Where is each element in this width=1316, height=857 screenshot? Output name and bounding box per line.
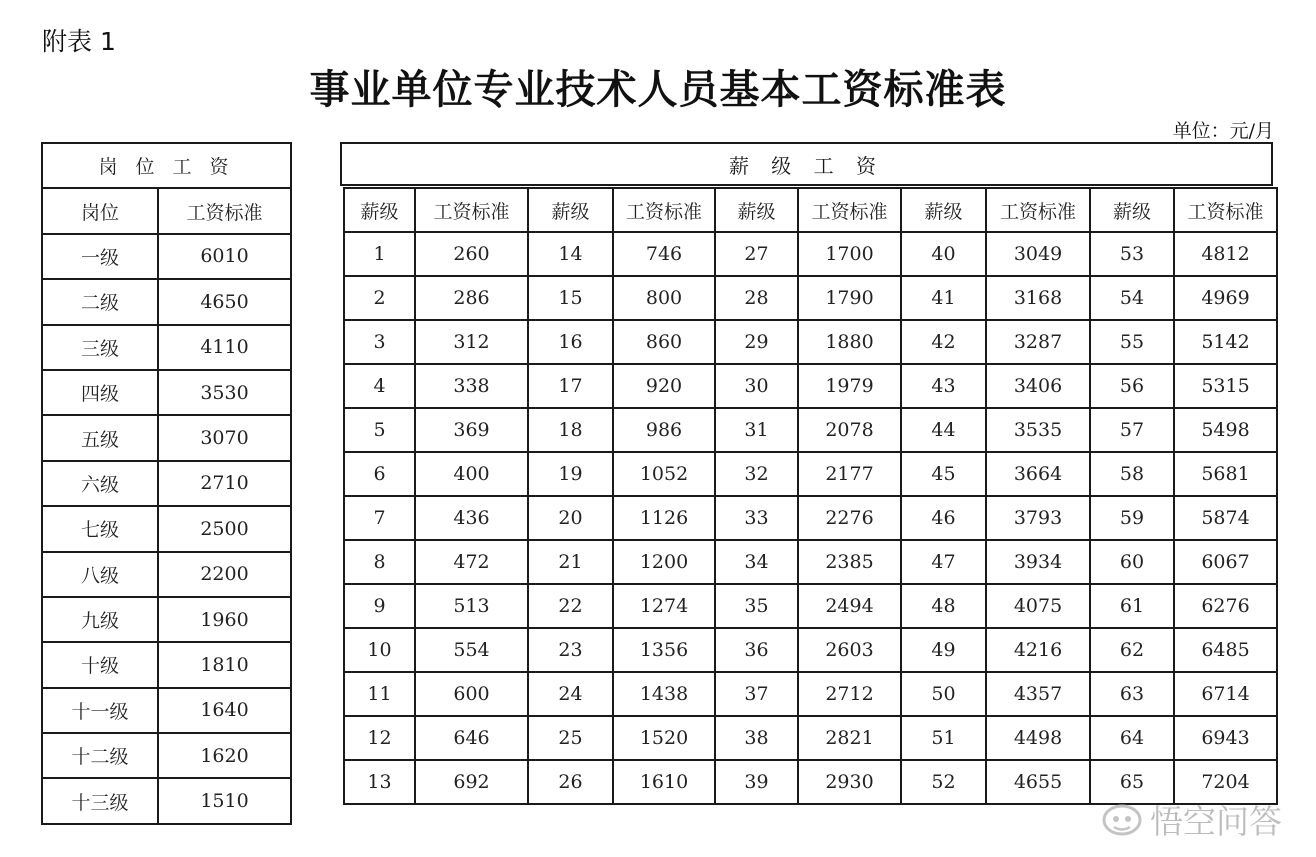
post-wage-row xyxy=(42,234,291,279)
grade-number-cell: 47 xyxy=(901,540,986,584)
grade-wage-cell: 3168 xyxy=(986,276,1090,320)
grade-wage-cell: 369 xyxy=(415,408,528,452)
grade-number-cell: 41 xyxy=(901,276,986,320)
grade-wage-cell: 4812 xyxy=(1174,232,1277,276)
grade-column-header: 薪级 xyxy=(715,188,798,232)
grade-wage-cell: 646 xyxy=(415,716,528,760)
grade-wage-cell: 3535 xyxy=(986,408,1090,452)
grade-number-cell: 25 xyxy=(528,716,613,760)
post-wage-cell: 2710 xyxy=(158,461,291,506)
grade-wage-cell: 2712 xyxy=(798,672,901,716)
grade-wage-cell: 260 xyxy=(415,232,528,276)
grade-wage-row xyxy=(344,584,1277,628)
post-level-cell: 八级 xyxy=(42,552,158,597)
grade-wage-row xyxy=(344,716,1277,760)
grade-wage-row xyxy=(344,540,1277,584)
post-wage-body xyxy=(42,234,291,824)
grade-wage-cell: 5142 xyxy=(1174,320,1277,364)
grade-wage-cell: 3934 xyxy=(986,540,1090,584)
grade-wage-row xyxy=(344,496,1277,540)
grade-wage-cell: 5681 xyxy=(1174,452,1277,496)
post-level-cell: 六级 xyxy=(42,461,158,506)
grade-number-cell: 28 xyxy=(715,276,798,320)
grade-number-cell: 1 xyxy=(344,232,415,276)
grade-wage-cell: 1520 xyxy=(613,716,715,760)
post-wage-cell: 3070 xyxy=(158,415,291,460)
grade-number-cell: 42 xyxy=(901,320,986,364)
post-wage-cell: 1640 xyxy=(158,688,291,733)
post-wage-row xyxy=(42,597,291,642)
grade-number-cell: 51 xyxy=(901,716,986,760)
grade-number-cell: 49 xyxy=(901,628,986,672)
post-column-header: 岗位 xyxy=(42,188,158,233)
grade-wage-cell: 3793 xyxy=(986,496,1090,540)
page-title: 事业单位专业技术人员基本工资标准表 xyxy=(309,67,1007,113)
grade-wage-cell: 3664 xyxy=(986,452,1090,496)
post-wage-row xyxy=(42,688,291,733)
grade-wage-cell: 3287 xyxy=(986,320,1090,364)
grade-number-cell: 20 xyxy=(528,496,613,540)
grade-number-cell: 50 xyxy=(901,672,986,716)
grade-number-cell: 24 xyxy=(528,672,613,716)
grade-number-cell: 40 xyxy=(901,232,986,276)
post-level-cell: 九级 xyxy=(42,597,158,642)
grade-wage-cell: 986 xyxy=(613,408,715,452)
grade-wage-cell: 1700 xyxy=(798,232,901,276)
grade-number-cell: 19 xyxy=(528,452,613,496)
grade-number-cell: 13 xyxy=(344,760,415,804)
grade-wage-cell: 1880 xyxy=(798,320,901,364)
post-level-cell: 十三级 xyxy=(42,778,158,823)
grade-wage-cell: 338 xyxy=(415,364,528,408)
grade-wage-cell: 2821 xyxy=(798,716,901,760)
grade-wage-column-header: 工资标准 xyxy=(986,188,1090,232)
grade-number-cell: 4 xyxy=(344,364,415,408)
grade-wage-row xyxy=(344,276,1277,320)
grade-number-cell: 8 xyxy=(344,540,415,584)
grade-number-cell: 15 xyxy=(528,276,613,320)
grade-column-header: 薪级 xyxy=(528,188,613,232)
post-level-cell: 四级 xyxy=(42,370,158,415)
grade-wage-cell: 4655 xyxy=(986,760,1090,804)
grade-wage-cell: 1610 xyxy=(613,760,715,804)
grade-number-cell: 63 xyxy=(1090,672,1174,716)
grade-wage-cell: 286 xyxy=(415,276,528,320)
grade-number-cell: 36 xyxy=(715,628,798,672)
post-wage-cell: 1960 xyxy=(158,597,291,642)
watermark xyxy=(1102,796,1282,843)
post-wage-row xyxy=(42,461,291,506)
grade-number-cell: 59 xyxy=(1090,496,1174,540)
grade-wage-row xyxy=(344,232,1277,276)
grade-wage-cell: 860 xyxy=(613,320,715,364)
grade-number-cell: 3 xyxy=(344,320,415,364)
grade-number-cell: 38 xyxy=(715,716,798,760)
grade-wage-cell: 1356 xyxy=(613,628,715,672)
post-wage-row xyxy=(42,325,291,370)
grade-wage-cell: 4216 xyxy=(986,628,1090,672)
grade-wage-cell: 312 xyxy=(415,320,528,364)
grade-wage-cell: 746 xyxy=(613,232,715,276)
grade-wage-cell: 1438 xyxy=(613,672,715,716)
grade-wage-row xyxy=(344,364,1277,408)
post-level-cell: 七级 xyxy=(42,506,158,551)
grade-number-cell: 61 xyxy=(1090,584,1174,628)
grade-wage-cell: 7204 xyxy=(1174,760,1277,804)
grade-number-cell: 26 xyxy=(528,760,613,804)
grade-number-cell: 57 xyxy=(1090,408,1174,452)
unit-note: 单位：元/月 xyxy=(1172,120,1274,142)
grade-wage-cell: 1274 xyxy=(613,584,715,628)
grade-wage-cell: 5498 xyxy=(1174,408,1277,452)
grade-number-cell: 65 xyxy=(1090,760,1174,804)
watermark-text: 悟空问答 xyxy=(1150,802,1282,841)
grade-wage-body xyxy=(344,232,1277,804)
grade-wage-cell: 692 xyxy=(415,760,528,804)
grade-number-cell: 9 xyxy=(344,584,415,628)
post-wage-cell: 3530 xyxy=(158,370,291,415)
grade-number-cell: 22 xyxy=(528,584,613,628)
post-wage-cell: 2500 xyxy=(158,506,291,551)
grade-wage-column-header: 工资标准 xyxy=(1174,188,1277,232)
post-wage-header: 岗 位 工 资 xyxy=(42,143,291,188)
grade-number-cell: 39 xyxy=(715,760,798,804)
grade-number-cell: 5 xyxy=(344,408,415,452)
grade-number-cell: 32 xyxy=(715,452,798,496)
grade-wage-cell: 920 xyxy=(613,364,715,408)
grade-wage-cell: 6714 xyxy=(1174,672,1277,716)
grade-number-cell: 56 xyxy=(1090,364,1174,408)
grade-number-cell: 43 xyxy=(901,364,986,408)
grade-number-cell: 54 xyxy=(1090,276,1174,320)
grade-wage-row xyxy=(344,320,1277,364)
grade-wage-row xyxy=(344,452,1277,496)
grade-number-cell: 18 xyxy=(528,408,613,452)
post-wage-row xyxy=(42,370,291,415)
grade-wage-cell: 1979 xyxy=(798,364,901,408)
grade-number-cell: 45 xyxy=(901,452,986,496)
post-level-cell: 十二级 xyxy=(42,733,158,778)
grade-number-cell: 55 xyxy=(1090,320,1174,364)
grade-number-cell: 48 xyxy=(901,584,986,628)
grade-wage-cell: 2603 xyxy=(798,628,901,672)
post-wage-cell: 2200 xyxy=(158,552,291,597)
wukong-logo-icon xyxy=(1102,803,1142,837)
grade-wage-cell: 2930 xyxy=(798,760,901,804)
post-level-cell: 二级 xyxy=(42,279,158,324)
post-wage-row xyxy=(42,642,291,687)
grade-wage-row xyxy=(344,628,1277,672)
post-wage-cell: 4110 xyxy=(158,325,291,370)
post-wage-cell: 1510 xyxy=(158,778,291,823)
grade-wage-cell: 472 xyxy=(415,540,528,584)
grade-number-cell: 6 xyxy=(344,452,415,496)
grade-wage-cell: 1052 xyxy=(613,452,715,496)
grade-wage-cell: 2177 xyxy=(798,452,901,496)
grade-wage-row xyxy=(344,672,1277,716)
grade-number-cell: 14 xyxy=(528,232,613,276)
post-wage-cell: 4650 xyxy=(158,279,291,324)
grade-wage-table xyxy=(343,187,1278,805)
grade-number-cell: 37 xyxy=(715,672,798,716)
grade-column-header: 薪级 xyxy=(901,188,986,232)
grade-wage-cell: 5874 xyxy=(1174,496,1277,540)
post-wage-column-header: 工资标准 xyxy=(158,188,291,233)
post-wage-cell: 1810 xyxy=(158,642,291,687)
grade-number-cell: 64 xyxy=(1090,716,1174,760)
grade-wage-column-header: 工资标准 xyxy=(613,188,715,232)
grade-number-cell: 52 xyxy=(901,760,986,804)
grade-wage-row xyxy=(344,408,1277,452)
grade-number-cell: 10 xyxy=(344,628,415,672)
grade-number-cell: 31 xyxy=(715,408,798,452)
grade-number-cell: 21 xyxy=(528,540,613,584)
grade-number-cell: 44 xyxy=(901,408,986,452)
post-wage-row xyxy=(42,733,291,778)
grade-number-cell: 30 xyxy=(715,364,798,408)
grade-wage-cell: 4357 xyxy=(986,672,1090,716)
grade-column-header: 薪级 xyxy=(344,188,415,232)
grade-wage-column-header: 工资标准 xyxy=(798,188,901,232)
grade-wage-cell: 4498 xyxy=(986,716,1090,760)
grade-number-cell: 16 xyxy=(528,320,613,364)
grade-wage-cell: 5315 xyxy=(1174,364,1277,408)
grade-wage-cell: 554 xyxy=(415,628,528,672)
grade-number-cell: 46 xyxy=(901,496,986,540)
grade-wage-header: 薪 级 工 资 xyxy=(340,142,1273,186)
grade-wage-cell: 436 xyxy=(415,496,528,540)
grade-wage-cell: 2078 xyxy=(798,408,901,452)
grade-wage-cell: 2385 xyxy=(798,540,901,584)
grade-number-cell: 2 xyxy=(344,276,415,320)
grade-number-cell: 35 xyxy=(715,584,798,628)
grade-wage-cell: 400 xyxy=(415,452,528,496)
post-wage-row xyxy=(42,778,291,823)
grade-number-cell: 12 xyxy=(344,716,415,760)
grade-wage-cell: 600 xyxy=(415,672,528,716)
post-wage-row xyxy=(42,506,291,551)
grade-wage-cell: 1790 xyxy=(798,276,901,320)
grade-wage-cell: 6067 xyxy=(1174,540,1277,584)
post-wage-table xyxy=(41,142,292,825)
post-wage-row xyxy=(42,415,291,460)
grade-wage-cell: 4075 xyxy=(986,584,1090,628)
grade-number-cell: 34 xyxy=(715,540,798,584)
post-wage-cell: 6010 xyxy=(158,234,291,279)
grade-number-cell: 27 xyxy=(715,232,798,276)
post-wage-row xyxy=(42,279,291,324)
grade-number-cell: 11 xyxy=(344,672,415,716)
grade-wage-cell: 800 xyxy=(613,276,715,320)
grade-wage-cell: 3406 xyxy=(986,364,1090,408)
grade-wage-cell: 2494 xyxy=(798,584,901,628)
attachment-label: 附表 1 xyxy=(42,27,116,56)
grade-number-cell: 58 xyxy=(1090,452,1174,496)
grade-number-cell: 53 xyxy=(1090,232,1174,276)
grade-wage-cell: 4969 xyxy=(1174,276,1277,320)
grade-wage-cell: 1200 xyxy=(613,540,715,584)
post-wage-cell: 1620 xyxy=(158,733,291,778)
grade-wage-cell: 513 xyxy=(415,584,528,628)
grade-number-cell: 7 xyxy=(344,496,415,540)
grade-wage-column-header: 工资标准 xyxy=(415,188,528,232)
grade-wage-cell: 3049 xyxy=(986,232,1090,276)
grade-wage-cell: 6943 xyxy=(1174,716,1277,760)
grade-wage-cell: 6485 xyxy=(1174,628,1277,672)
post-level-cell: 一级 xyxy=(42,234,158,279)
grade-number-cell: 33 xyxy=(715,496,798,540)
grade-wage-column-headers xyxy=(344,188,1277,232)
grade-number-cell: 23 xyxy=(528,628,613,672)
post-wage-row xyxy=(42,552,291,597)
grade-wage-cell: 2276 xyxy=(798,496,901,540)
grade-number-cell: 62 xyxy=(1090,628,1174,672)
grade-wage-cell: 6276 xyxy=(1174,584,1277,628)
grade-column-header: 薪级 xyxy=(1090,188,1174,232)
grade-number-cell: 60 xyxy=(1090,540,1174,584)
grade-number-cell: 17 xyxy=(528,364,613,408)
grade-number-cell: 29 xyxy=(715,320,798,364)
post-level-cell: 三级 xyxy=(42,325,158,370)
post-level-cell: 五级 xyxy=(42,415,158,460)
post-level-cell: 十一级 xyxy=(42,688,158,733)
post-level-cell: 十级 xyxy=(42,642,158,687)
grade-wage-cell: 1126 xyxy=(613,496,715,540)
